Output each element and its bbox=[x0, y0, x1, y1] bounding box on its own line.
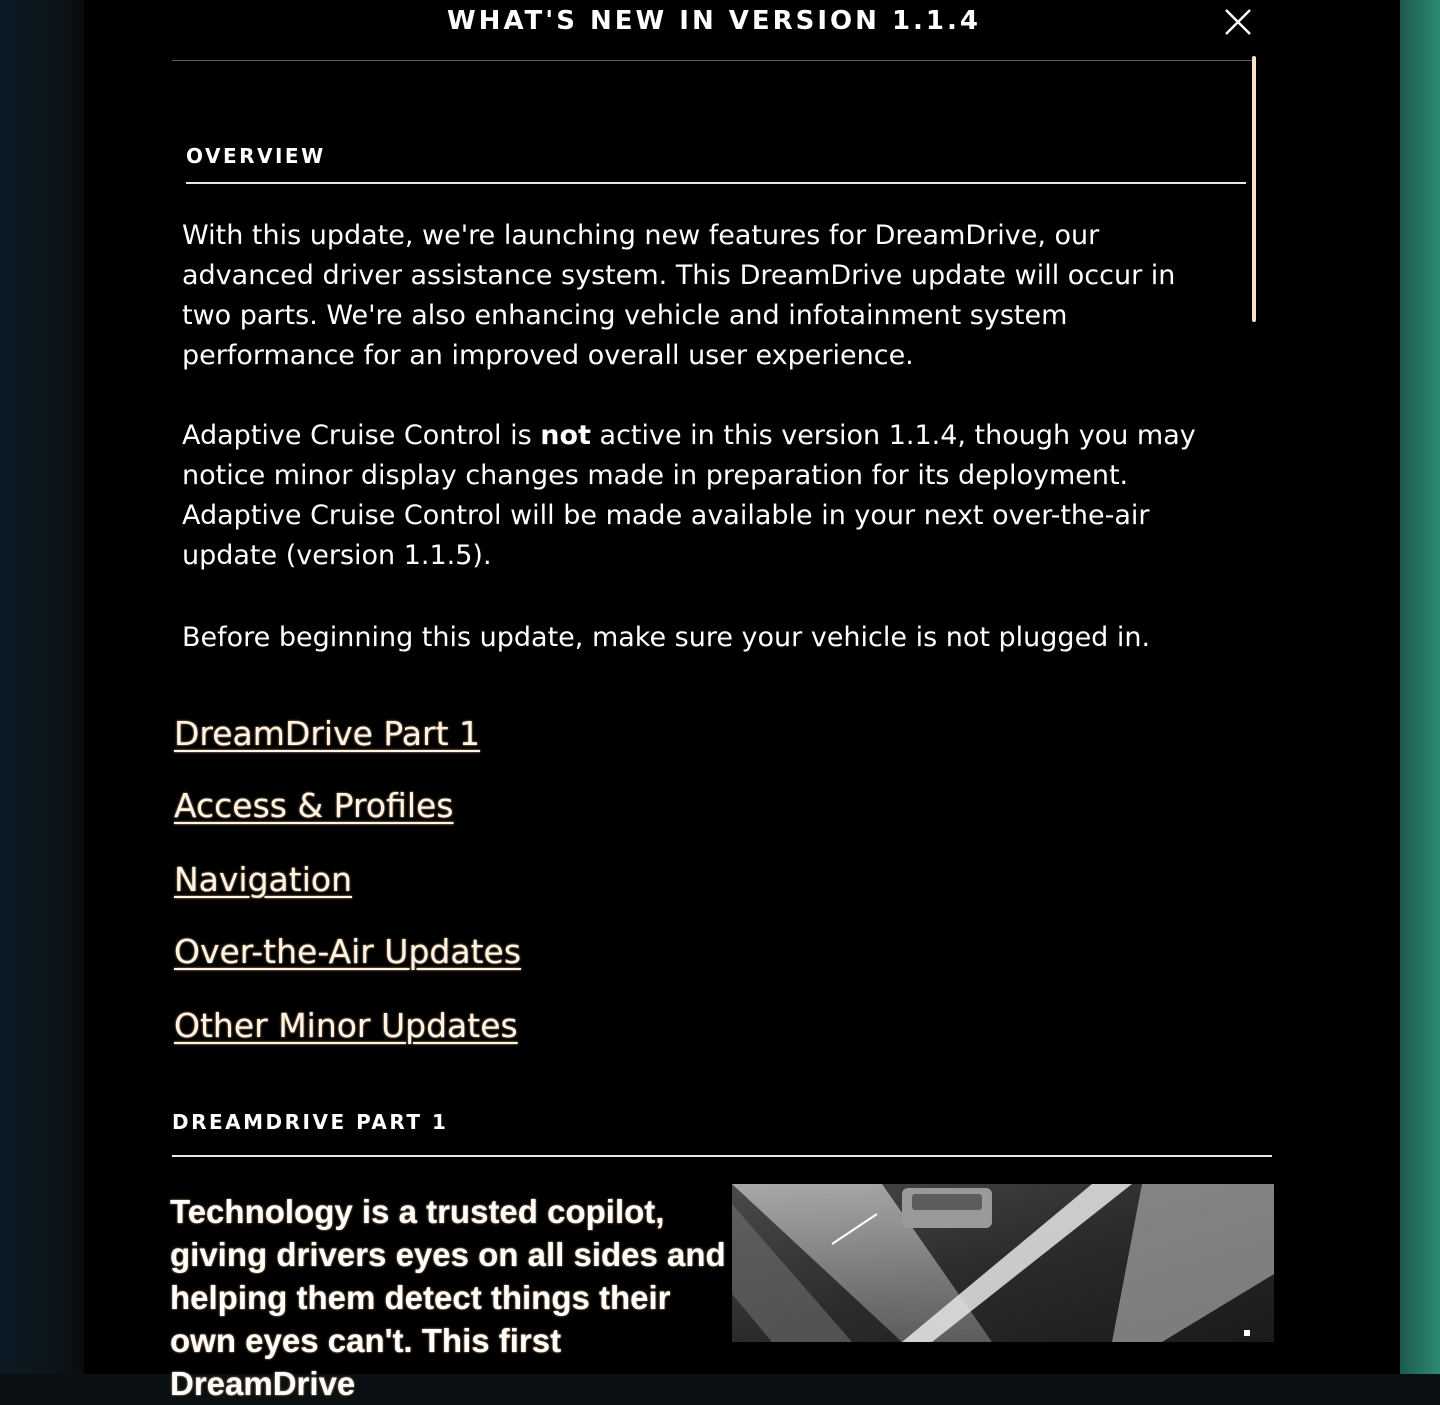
link-access-profiles[interactable]: Access & Profiles bbox=[174, 786, 454, 825]
paragraph-2-emphasis: not bbox=[540, 420, 591, 451]
dreamdrive-intro-text: Technology is a trusted copilot, giving drivers eyes on all sides and helping them detect things their own eyes can't. This first DreamDrive bbox=[170, 1193, 726, 1402]
modal-title: WHAT'S NEW IN VERSION 1.1.4 bbox=[447, 6, 981, 36]
driver-assist-image bbox=[732, 1184, 1274, 1342]
dreamdrive-divider bbox=[172, 1155, 1272, 1157]
paragraph-2-text-end: active in this version 1.1.4, though you may notice minor display changes made in preparation for its deployment. Adaptive Cruise Control will be made available in your next over-the-air update (version 1.1.5). bbox=[182, 420, 1196, 571]
dreamdrive-heading: DREAMDRIVE PART 1 bbox=[172, 1110, 449, 1134]
overview-paragraph-2 bbox=[182, 416, 1222, 576]
overview-paragraph-3: Before beginning this update, make sure your vehicle is not plugged in. bbox=[182, 622, 1151, 653]
overview-paragraph-1: With this update, we're launching new features for DreamDrive, our advanced driver assistance system. This DreamDrive update will occur in two parts. We're also enhancing vehicle and infotainment system performance for an improved overall user experience. bbox=[182, 220, 1176, 371]
driver-assist-camera-view-icon bbox=[732, 1184, 1274, 1342]
paragraph-2-text-start: Adaptive Cruise Control is bbox=[182, 420, 541, 451]
overview-divider bbox=[186, 182, 1246, 184]
link-navigation[interactable]: Navigation bbox=[174, 860, 352, 899]
overview-heading: OVERVIEW bbox=[186, 144, 326, 168]
link-dreamdrive-part-1[interactable]: DreamDrive Part 1 bbox=[174, 714, 481, 753]
link-other-minor-updates[interactable]: Other Minor Updates bbox=[174, 1006, 518, 1045]
vehicle-screen bbox=[84, 0, 1400, 1402]
link-over-the-air-updates[interactable]: Over-the-Air Updates bbox=[174, 932, 522, 971]
release-notes-modal bbox=[84, 0, 1400, 1402]
modal-content bbox=[84, 0, 1400, 1402]
